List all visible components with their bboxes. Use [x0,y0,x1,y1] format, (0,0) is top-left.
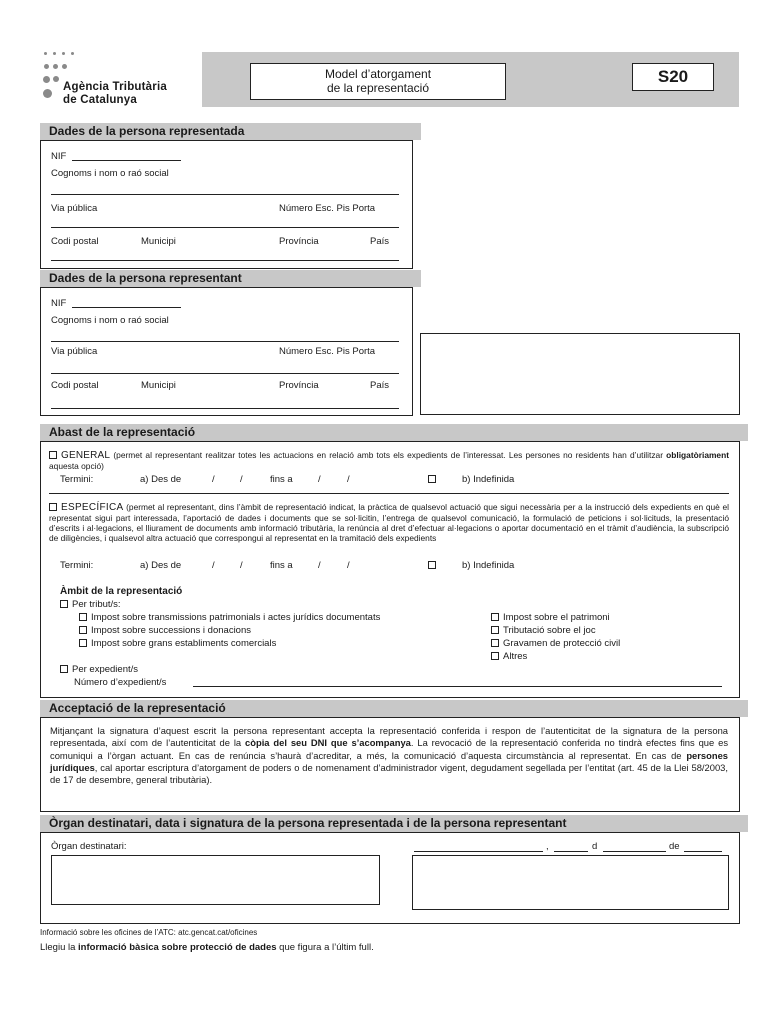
form-code-box [632,63,714,91]
organ-label: Òrgan destinatari: [51,841,127,852]
form-title-box [250,63,506,100]
representative-nif-line[interactable] [72,307,181,308]
form-title-line2: de la representació [326,81,430,95]
specific-until-label: fins a [270,560,293,571]
form-title-line1: Model d’atorgament [324,67,432,81]
representative-municipality-label: Municipi [141,380,176,391]
tribute-right-4-checkbox[interactable] [491,652,499,660]
represented-province-label: Província [279,236,319,247]
date-d: d [592,841,598,852]
represented-street-label: Via pública [51,203,98,214]
representative-number-label: Número Esc. Pis Porta [279,346,376,357]
general-date-sep3: / [318,474,321,485]
specific-indefinite-checkbox[interactable] [428,561,436,569]
tribute-left-1-label: Impost sobre transmissions patrimonials i actes jurídics documentats [91,612,381,623]
general-indefinite-label: b) Indefinida [462,474,515,485]
general-bold: obligatòriament [666,450,729,460]
general-from-label: a) Des de [140,474,182,485]
tribute-left-3-label: Impost sobre grans establiments comercials [91,638,277,649]
represented-street-field[interactable] [51,227,399,228]
representative-street-field[interactable] [51,373,399,374]
date-de: de [669,841,680,852]
tribute-right-3-label: Gravamen de protecció civil [503,638,621,649]
specific-date-sep2: / [240,560,243,571]
section-scope-title: Abast de la representació [40,424,748,441]
tribute-left-2-label: Impost sobre successions i donacions [91,625,251,636]
place-field[interactable] [414,851,543,852]
tribute-left-2-checkbox[interactable] [79,626,87,634]
representative-nif-label: NIF [51,298,67,309]
privacy-bold: informació bàsica sobre protecció de dades [78,942,277,953]
tribute-right-3 [491,638,620,649]
per-tribute-option [60,599,121,610]
per-file-label: Per expedient/s [72,664,139,675]
tribute-left-1 [79,612,380,623]
general-date-sep2: / [240,474,243,485]
general-date-sep4: / [347,474,350,485]
represented-address-field[interactable] [51,260,399,261]
section-acceptance-title: Acceptació de la representació [40,700,748,717]
specific-date-sep1: / [212,560,215,571]
represented-signature-box[interactable] [51,855,380,905]
specific-checkbox[interactable] [49,503,57,511]
acceptance-text-a: Mitjançant la signatura d’aquest escrit la persona representant accepta la representació conferida i respon de l’autenticitat de la signatura de la persona representada, així com de l’autenticitat de la [50,725,728,749]
represented-number-label: Número Esc. Pis Porta [279,203,376,214]
tribute-right-3-checkbox[interactable] [491,639,499,647]
tribute-right-1-label: Impost sobre el patrimoni [503,612,610,623]
year-field[interactable] [684,851,722,852]
representative-postal-label: Codi postal [51,380,99,391]
acceptance-bold1: còpia del seu DNI que s’acompanya [245,737,411,749]
tribute-right-2 [491,625,596,636]
specific-date-sep3: / [318,560,321,571]
section-signature-title: Òrgan destinatari, data i signatura de la persona representada i de la persona representant [40,815,748,832]
specific-indefinite-label: b) Indefinida [462,560,515,571]
general-desc-b: aquesta opció) [49,461,104,471]
tribute-right-4 [491,651,527,662]
agency-name [63,81,167,107]
tribute-left-1-checkbox[interactable] [79,613,87,621]
specific-desc: (permet al representant, dins l’àmbit de representació indicat, la pràctica de qualsevol actuació que sigui necessària per a la instrucció dels expedients en què el representat sigui part interessada, l’aportació de dades i documents que se sol·licitin, l’entrega de qualsevol comunicació, la formulació de peticions i sol·licituds, la presentació d’escrits i al·legacions, el lliurament de documents amb informació tributària, la renúncia al dret d’efectuar al·legacions o aportar documentació en el tràmit d’audiència, la subscripció de diligències, i qualsevol altra actuació que correspongui al representat en la tramitació dels expedients [49,502,729,543]
represented-postal-label: Codi postal [51,236,99,247]
per-file-checkbox[interactable] [60,665,68,673]
general-indefinite-checkbox[interactable] [428,475,436,483]
scope-divider [49,493,729,494]
representative-name-label: Cognoms i nom o raó social [51,315,169,326]
tribute-left-3-checkbox[interactable] [79,639,87,647]
date-comma: , [546,841,549,852]
represented-country-label: País [370,236,390,247]
general-date-sep1: / [212,474,215,485]
representative-street-label: Via pública [51,346,98,357]
represented-nif-line[interactable] [72,160,181,161]
tribute-right-4-label: Altres [503,651,528,662]
day-field[interactable] [554,851,588,852]
agency-name-line1: Agència Tributària [63,81,167,93]
representative-address-field[interactable] [51,408,399,409]
acceptance-text-c: , cal aportar escriptura d’atorgament de poders o de nomenament d’administrador vigent, degudament segellada per l’entitat (art. 45 de la Llei 58/2003, de 17 de desembre, general tributària). [50,761,728,786]
tribute-left-3 [79,638,276,649]
month-field[interactable] [603,851,666,852]
represented-name-field[interactable] [51,194,399,195]
acceptance-text [50,725,728,786]
register-stamp-box[interactable] [420,333,740,415]
general-checkbox[interactable] [49,451,57,459]
section-representative-title: Dades de la persona representant [40,270,421,287]
privacy-text-b: que figura a l’últim full. [276,942,374,953]
general-until-label: fins a [270,474,293,485]
acceptance-bold2: persones jurídiques [50,749,728,773]
representative-signature-box[interactable] [412,855,729,910]
tribute-right-1-checkbox[interactable] [491,613,499,621]
specific-option [49,502,729,543]
privacy-text-a: Llegiu la [40,942,79,953]
represented-nif-label: NIF [51,151,67,162]
section-represented-title: Dades de la persona representada [40,123,421,140]
representative-country-label: País [370,380,390,391]
per-file-option [60,664,138,675]
specific-term-label: Termini: [60,560,94,571]
acceptance-text-b: . La revocació de la representació conferida no tindrà efectes fins que es comuniqui a l’òrgan actuant. En cas de renúncia s’haurà d’acreditar, a més, la comunicació d’aquesta circumstància al representat. En cas de [50,737,729,761]
general-desc-a: (permet al representant realitzar totes les actuacions en relació amb tots els expedients de l’interessat. Les persones no residents han d’utilitzar [110,450,667,460]
agency-name-line2: de Catalunya [63,94,137,106]
ambit-title: Àmbit de la representació [60,586,183,597]
general-term-label: Termini: [60,474,94,485]
per-tribute-label: Per tribut/s: [72,599,121,610]
represented-municipality-label: Municipi [141,236,176,247]
file-number-label: Número d’expedient/s [74,677,167,688]
tribute-left-2 [79,625,251,636]
privacy-notice [40,942,374,953]
per-tribute-checkbox[interactable] [60,600,68,608]
tribute-right-2-label: Tributació sobre el joc [503,625,596,636]
specific-from-label: a) Des de [140,560,182,571]
offices-info: Informació sobre les oficines de l’ATC: atc.gencat.cat/oficines [40,928,258,937]
general-option [49,450,729,471]
specific-date-sep4: / [347,560,350,571]
represented-name-label: Cognoms i nom o raó social [51,168,169,179]
tribute-right-2-checkbox[interactable] [491,626,499,634]
representative-name-field[interactable] [51,341,399,342]
representative-province-label: Província [279,380,319,391]
tribute-right-1 [491,612,610,623]
specific-label: ESPECÍFICA [61,502,124,513]
general-label: GENERAL [61,450,111,461]
file-number-field[interactable] [193,686,722,687]
form-code: S20 [657,67,689,86]
